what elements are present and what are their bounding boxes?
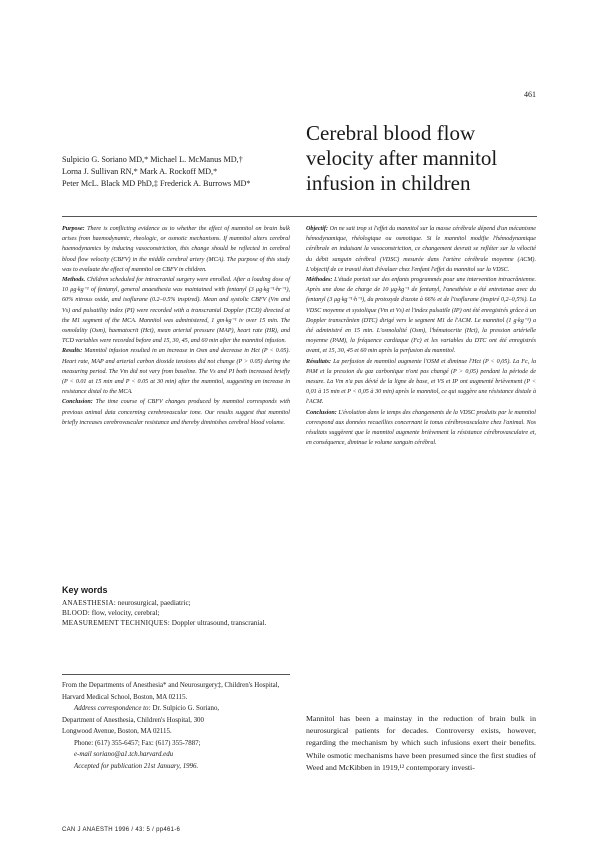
accepted-date: Accepted for publication 21st January, 1996. (74, 762, 199, 770)
abstract-heading: Conclusion: (306, 409, 337, 416)
correspondence-label: Address correspondence to: (74, 705, 151, 712)
abstract-paragraph (306, 357, 536, 408)
abstract-heading: Purpose: (62, 226, 85, 232)
keyword-label: ANAESTHESIA: (62, 599, 116, 607)
abstract-heading: Objectif: (306, 226, 328, 232)
keyword-label: BLOOD: (62, 609, 90, 617)
keywords-heading: Key words (62, 585, 108, 595)
abstract-paragraph (62, 275, 290, 346)
abstract-paragraph (62, 224, 290, 275)
keyword-text: Doppler ultrasound, transcranial. (171, 619, 267, 627)
abstract-text: La perfusion de mannitol augmente l'OSM et diminue l'Hct (P < 0,05). La Fc, la PAM et la pression du gaz carbonique n'ont pas changé (P > 0,05) pendant la période de mesure. La Vm n'a pas dévié de la ligne de base, et VS et IP ont augmenté brièvement (P < 0,01 à 15 min et P < 0,05 à 30 min) après le mannitol, ce qui suggère une résistance distale à l'ACM. (306, 358, 536, 406)
abstract-text: There is conflicting evidence as to whether the effect of mannitol on brain bulk arises from haemodynamic, rheologic, or osmotic mechanisms. If mannitol alters cerebral haemodynamics by inducing vasoconstriction, this change should be reflected in cerebral blood flow velocity (CBFV) in the middle cerebral artery (MCA). The purpose of this study was to evaluate the effect of mannitol on CBFV in children. (62, 226, 290, 273)
abstract-text: L'étude portait sur des enfants programmés pour une intervention intracrânienne. Après une dose de charge de 10 μg·kg⁻¹ de fentanyl, l'anesthésie a été entretenue avec du fentanyl (3 μg·kg⁻¹·h⁻¹), du protoxyde d'azote à 66% et de l'isoflurane (inspiré 0,2–0,5%). La VDSC moyenne et systolique (Vm et Vs) et l'index pulsatile (IP) ont été enregistrés grâce à un Doppler transcrânien (DTC) dirigé vers le segment M1 de l'ACM. Le mannitol (1 g·kg⁻¹) a été administré en 15 min. L'osmolalité (Osm), l'hématocrite (Hct), la pression artérielle moyenne (PAM), la fréquence cardiaque (Fc) et les variables du DTC ont été enregistrés avant, et 15, 30, 45 et 60 min après la perfusion du mannitol. (306, 277, 536, 355)
abstract-text: Children scheduled for intracranial surgery were enrolled. After a loading dose of 10 μg·kg⁻¹ of fentanyl, general anaesthesia was maintained with fentanyl (3 μg·kg⁻¹·hr⁻¹), 60% nitrous oxide, and isoflurane (0.2–0.5% inspired). Mean and systolic CBFV (Vm and Vs) and pulsatility index (PI) were recorded with a transcranial Doppler (TCD) directed at the M1 segment of the MCA. Mannitol was administered, 1 gm·kg⁻¹ iv over 15 min. The osmolality (Osm), haematocrit (Hct), mean arterial pressure (MAP), heart rate (HR), and TCD variables were recorded before and 15, 30, 45, and 60 min after the mannitol infusion. (62, 277, 290, 345)
keyword-item (62, 608, 292, 618)
abstract-heading: Méthodes: (306, 277, 333, 284)
keyword-label: MEASUREMENT TECHNIQUES: (62, 619, 170, 627)
abstract-heading: Results: (62, 348, 83, 355)
keyword-item (62, 618, 292, 628)
abstract-heading: Conclusion: (62, 399, 93, 406)
affiliation-divider (62, 674, 290, 675)
keywords-list (62, 598, 292, 628)
address-line: Dr. Sulpicio G. Soriano, (152, 705, 220, 712)
abstract-french (306, 224, 536, 448)
abstract-text: Mannitol infusion resulted in an increase in Osm and decrease in Hct (P < 0.05). Heart rate, MAP and arterial carbon dioxide tensions did not change (P > 0.05) during the measuring period. The Vm did not vary from baseline. The Vs and PI both increased briefly (P < 0.01 at 15 min and P < 0.05 at 30 min) after the mannitol, suggesting an increase in resistance distal to the MCA. (62, 348, 290, 396)
abstract-paragraph (306, 408, 536, 449)
abstract-paragraph (306, 224, 536, 275)
abstract-text: L'évolution dans le temps des changements de la VDSC produits par le mannitol correspond aux données recueillies concernant le tonus cérébrovasculaire chez l'animal. Nos résultats suggèrent que le mannitol augmente brièvement la résistance cérébrovasculaire et, en conséquence, diminue le volume sanguin cérébral. (306, 409, 537, 447)
correspondence (62, 703, 292, 715)
affiliation-from: From the Departments of Anesthesia* and Neurosurgery‡, Children's Hospital, Harvard Medical School, Boston, MA 02115. (62, 682, 280, 701)
abstract-english (62, 224, 290, 428)
article-title: Cerebral blood flow velocity after mannitol infusion in children (306, 121, 498, 195)
affiliation-block (62, 680, 292, 772)
abstract-text: On ne sait trop si l'effet du mannitol sur la masse cérébrale dépend d'un mécanisme hémodynamique, rhéologique ou osmotique. Si le mannitol modifie l'hémodynamique cérébrale en induisant la vasoconstriction, ce changement devrait se refléter sur la vélocité du débit sanguin cérébral (VDSC) mesurée dans l'artère cérébrale moyenne (ACM). L'objectif de ce travail était d'évaluer chez l'enfant l'effet du mannitol sur la VDSC. (306, 226, 537, 273)
keyword-text: flow, velocity, cerebral; (91, 609, 160, 617)
journal-footer: CAN J ANAESTH 1996 / 43: 5 / pp461-6 (62, 827, 181, 833)
abstract-paragraph (62, 397, 290, 428)
page-number: 461 (524, 90, 536, 99)
keyword-text: neurosurgical, paediatric; (117, 599, 191, 607)
address-line: Phone: (617) 355-6457; Fax: (617) 355-7887; (74, 739, 201, 747)
header-divider (62, 216, 537, 217)
address-line: Department of Anesthesia, Children's Hospital, 300 (62, 716, 204, 724)
abstract-heading: Résultats: (306, 358, 332, 365)
body-text: Mannitol has been a mainstay in the reduction of brain bulk in neurosurgical patients for decades. Controversy exists, however, regarding the mechanism by which such infusions exert their benefits. While osmotic mechanisms have been presumed since the first studies of Weed and McKibben in 1919,¹² contemporary investi- (306, 714, 536, 772)
author-line: Peter McL. Black MD PhD,‡ Frederick A. Burrows MD* (62, 179, 251, 188)
abstract-text: The time course of CBFV changes produced by mannitol corresponds with previous animal data concerning cerebrovascular tone. Our results suggest that mannitol briefly increases cerebrovascular resistance and thereby diminishes cerebral blood volume. (62, 399, 290, 426)
author-line: Sulpicio G. Soriano MD,* Michael L. McManus MD,† (62, 155, 243, 164)
abstract-paragraph (306, 275, 536, 357)
email-line: e-mail soriano@a1.tch.harvard.edu (74, 751, 174, 758)
abstract-paragraph (62, 346, 290, 397)
keyword-item (62, 598, 292, 608)
address-line: Longwood Avenue, Boston, MA 02115. (62, 728, 172, 735)
author-list (62, 154, 302, 190)
author-line: Lorna J. Sullivan RN,* Mark A. Rockoff MD,* (62, 167, 218, 176)
abstract-heading: Methods. (62, 277, 86, 284)
